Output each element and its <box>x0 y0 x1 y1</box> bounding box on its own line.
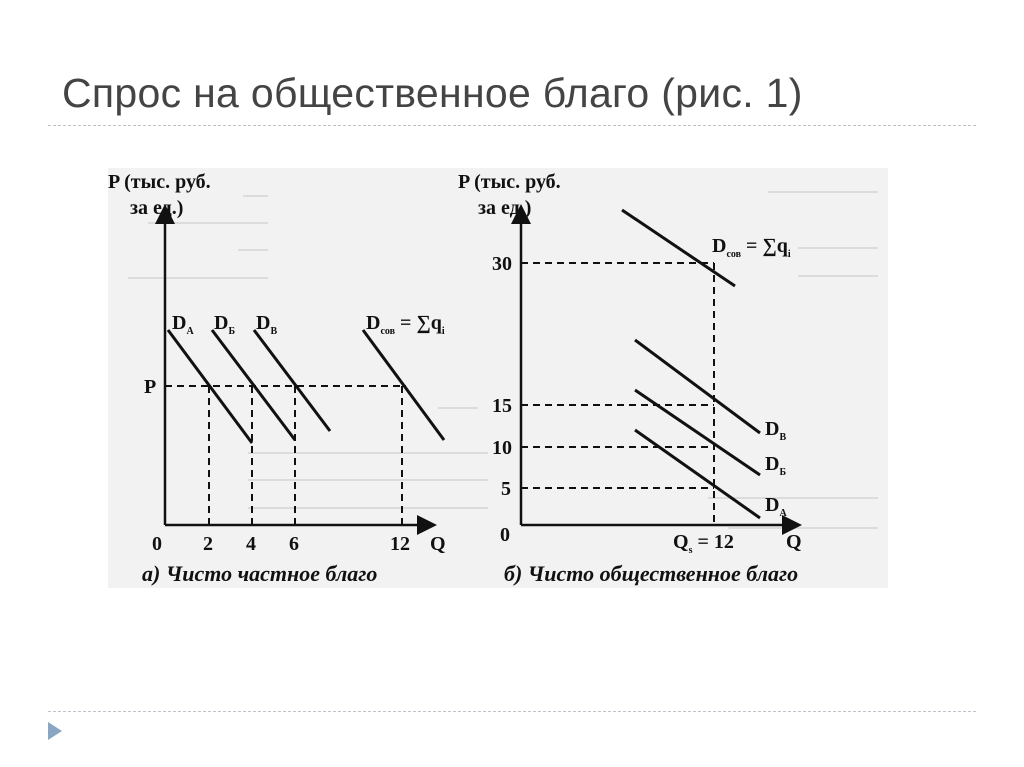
right-y-tick-5: 5 <box>501 478 511 500</box>
left-y-axis-label-line2: за ед.) <box>130 197 184 219</box>
left-caption: а) Чисто частное благо <box>142 561 378 586</box>
right-y-axis-label-line1: P (тыс. руб. <box>458 171 561 193</box>
left-label-da: $D_A$ <box>172 312 194 337</box>
title-divider <box>48 125 976 126</box>
right-label-db: $D_Б$ <box>765 453 787 478</box>
left-price-label: P <box>144 376 157 398</box>
left-x-axis-label: Q <box>430 533 446 555</box>
left-x-tick-6: 6 <box>289 533 299 555</box>
right-label-da: $D_A$ <box>765 494 787 519</box>
left-label-dv: $D_В$ <box>256 312 278 337</box>
slide-title: Спрос на общественное благо (рис. 1) <box>62 70 803 116</box>
right-label-dsov: $D_{сов} = \sum q_i$ <box>712 235 791 260</box>
right-label-dv: $D_В$ <box>765 418 787 443</box>
right-y-tick-30: 30 <box>492 253 512 275</box>
figure-public-good-demand <box>108 168 888 588</box>
left-x-tick-12: 12 <box>390 533 410 555</box>
right-caption: б) Чисто общественное благо <box>504 561 799 586</box>
right-y-tick-10: 10 <box>492 437 512 459</box>
right-x-axis-label: Q <box>786 531 802 553</box>
right-x-tick-qs: $Q_s = 12$ <box>673 531 734 556</box>
left-origin-label: 0 <box>152 533 162 555</box>
right-y-axis-label-line2: за ед.) <box>478 197 532 219</box>
left-x-tick-2: 2 <box>203 533 213 555</box>
right-origin-label: 0 <box>500 524 510 546</box>
right-y-tick-15: 15 <box>492 395 512 417</box>
left-x-tick-4: 4 <box>246 533 256 555</box>
left-label-db: $D_Б$ <box>214 312 236 337</box>
figure-svg <box>108 168 888 588</box>
slide-nav-arrow-icon[interactable] <box>48 722 62 740</box>
left-y-axis-label-line1: P (тыс. руб. <box>108 171 211 193</box>
left-label-dsov: $D_{сов} = \sum q_i$ <box>366 312 445 337</box>
footer-divider <box>48 711 976 712</box>
